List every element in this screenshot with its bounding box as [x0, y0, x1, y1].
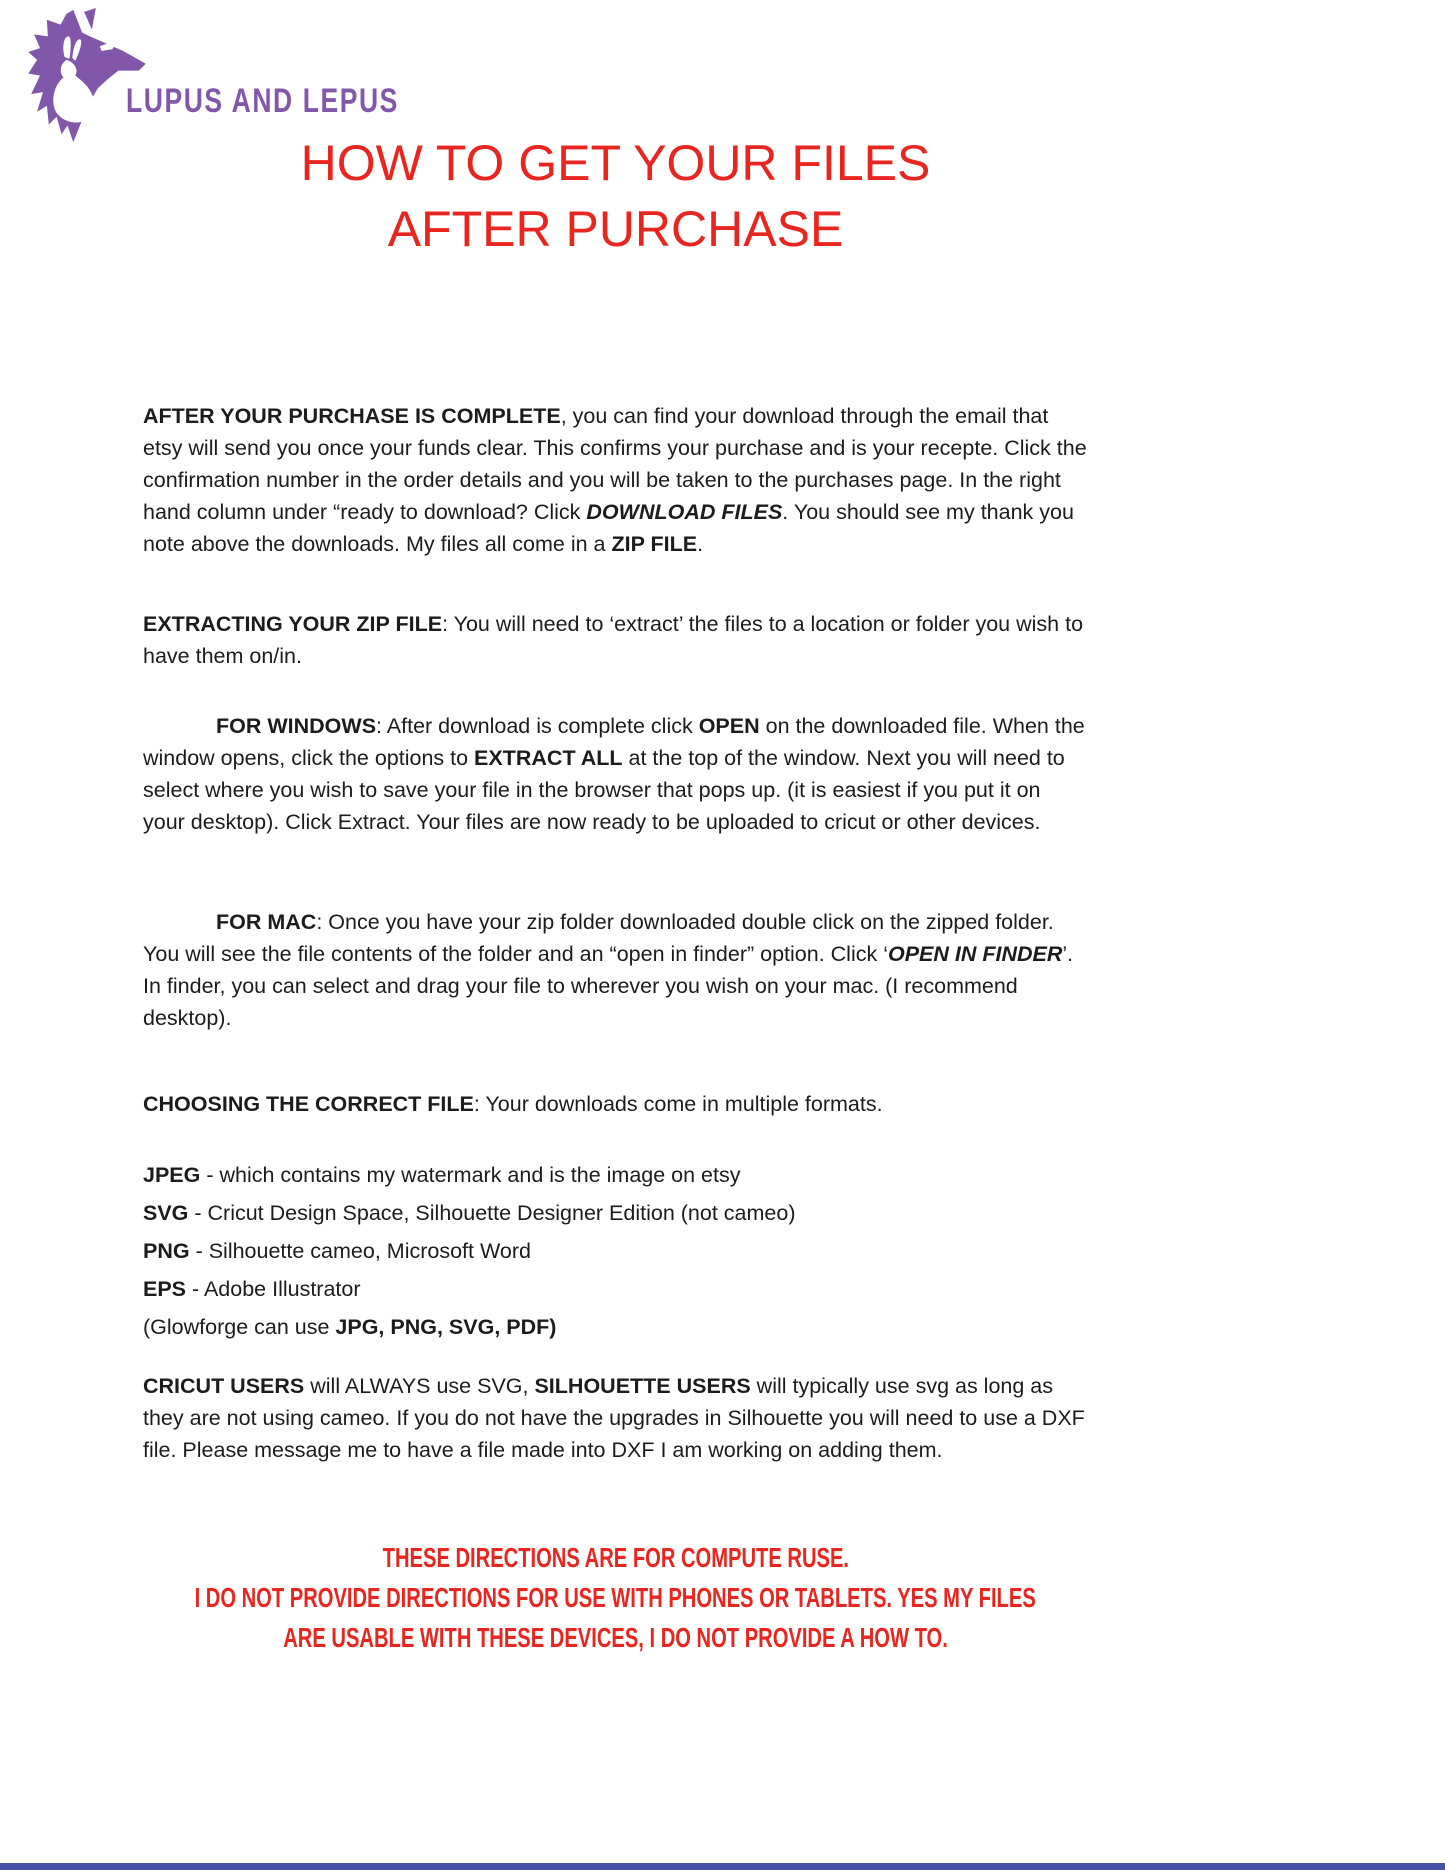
brand-name: LUPUS AND LEPUS: [126, 82, 399, 120]
paragraph-extracting-zip: EXTRACTING YOUR ZIP FILE: You will need to ‘extract’ the files to a location or folder you wish to have them on/in.: [143, 612, 1084, 668]
page-title: [143, 130, 1088, 262]
paragraph-after-purchase: AFTER YOUR PURCHASE IS COMPLETE, you can find your download through the email that etsy will send you once your funds clear. This confirms your purchase and is your recepte. Click the confirmation number in the order details and you will be taken to the purchases page. In the right hand column under “ready to download? Click DOWNLOAD FILES. You should see my thank you note above the downloads. My files all come in a ZIP FILE.: [143, 404, 1087, 556]
format-eps: EPS - Adobe Illustrator: [143, 1277, 361, 1301]
paragraph-choosing-file: CHOOSING THE CORRECT FILE: Your downloads come in multiple formats.: [143, 1092, 883, 1116]
wolf-rabbit-logo-icon: [20, 6, 155, 148]
page-title-line1: HOW TO GET YOUR FILES: [300, 135, 931, 191]
paragraph-for-mac: FOR MAC: Once you have your zip folder downloaded double click on the zipped folder. You will see the file contents of the folder and an “open in finder” option. Click ‘OPEN IN FINDER’. In finder, you can select and drag your file to wherever you wish on your mac. (I recommend desktop).: [143, 910, 1074, 1030]
bottom-page-strip: [0, 1863, 1445, 1870]
format-png: PNG - Silhouette cameo, Microsoft Word: [143, 1239, 531, 1263]
notice-line-3: ARE USABLE WITH THESE DEVICES, I DO NOT PROVIDE A HOW TO.: [283, 1622, 948, 1653]
page-title-line2: AFTER PURCHASE: [387, 201, 844, 257]
format-jpeg: JPEG - which contains my watermark and is the image on etsy: [143, 1163, 741, 1187]
notice-line-1: THESE DIRECTIONS ARE FOR COMPUTE RUSE.: [382, 1542, 849, 1573]
paragraph-for-windows: FOR WINDOWS: After download is complete click OPEN on the downloaded file. When the window opens, click the options to EXTRACT ALL at the top of the window. Next you will need to select where you wish to save your file in the browser that pops up. (it is easiest if you put it on your desktop). Click Extract. Your files are now ready to be uploaded to cricut or other devices.: [143, 714, 1085, 834]
paragraph-cricut-users: CRICUT USERS will ALWAYS use SVG, SILHOUETTE USERS will typically use svg as long as they are not using cameo. If you do not have the upgrades in Silhouette you will need to use a DXF file. Please message me to have a file made into DXF I am working on adding them.: [143, 1374, 1085, 1462]
file-format-list: [143, 1156, 1088, 1346]
device-notice: [143, 1538, 1088, 1658]
format-glowforge: (Glowforge can use JPG, PNG, SVG, PDF): [143, 1315, 557, 1339]
format-svg: SVG - Cricut Design Space, Silhouette Designer Edition (not cameo): [143, 1201, 796, 1225]
notice-line-2: I DO NOT PROVIDE DIRECTIONS FOR USE WITH PHONES OR TABLETS. YES MY FILES: [194, 1582, 1037, 1613]
